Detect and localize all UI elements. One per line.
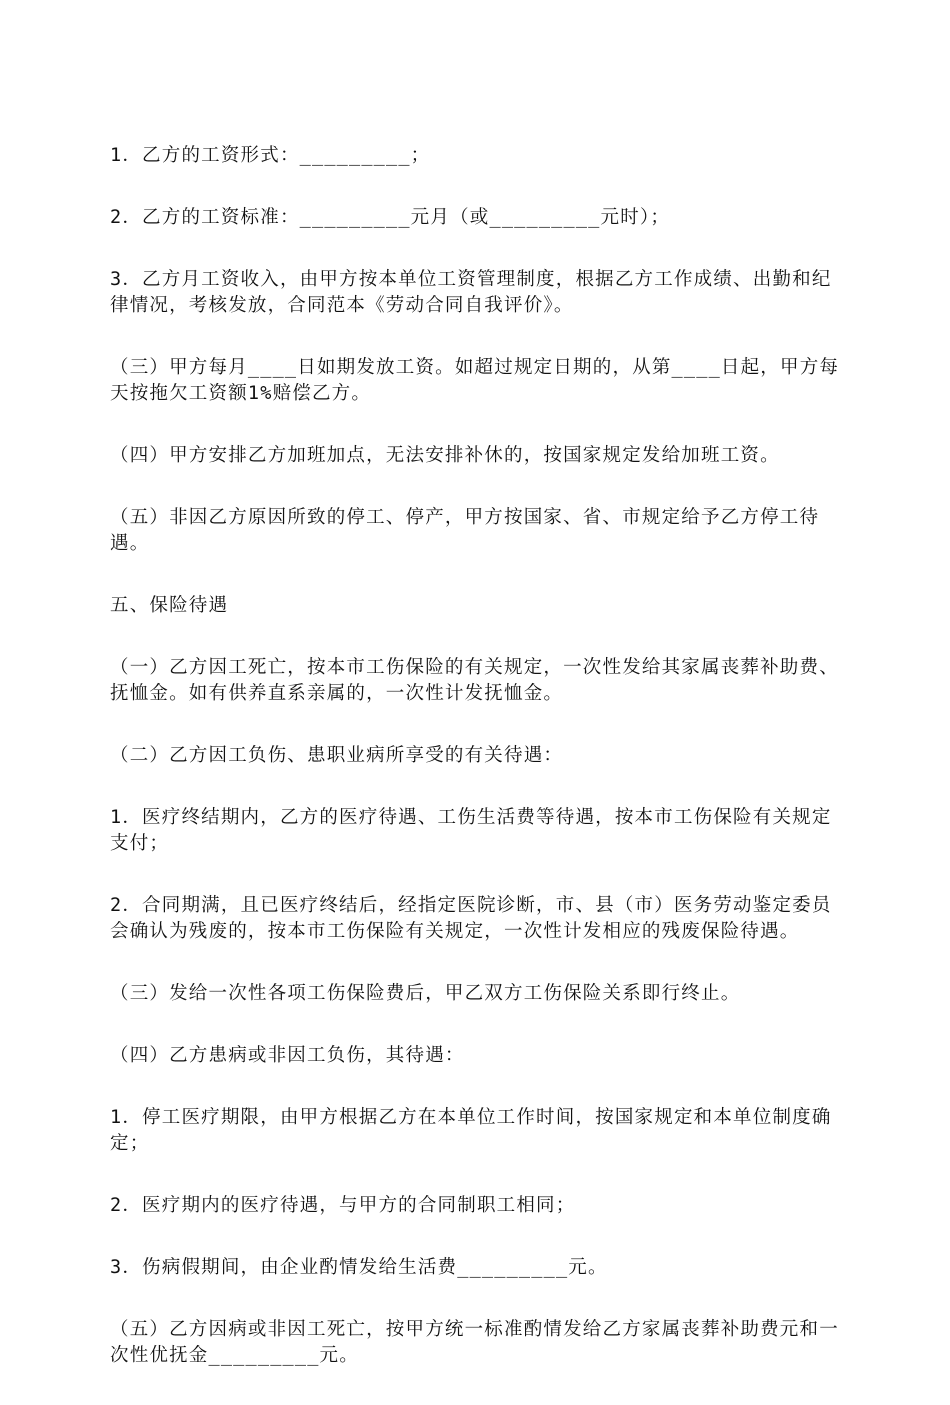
clause-wage-form: 1．乙方的工资形式：_________； (110, 145, 431, 166)
clause-work-injury: （二）乙方因工负伤、患职业病所享受的有关待遇： (110, 745, 564, 766)
clause-sick-leave-period: 1．停工医疗期限，由甲方根据乙方在本单位工作时间，按国家规定和本单位制度确定； (110, 1107, 832, 1154)
clause-medical-period: 1．医疗终结期内，乙方的医疗待遇、工伤生活费等待遇，按本市工伤保险有关规定支付； (110, 807, 832, 854)
clause-insurance-termination: （三）发给一次性各项工伤保险费后，甲乙双方工伤保险关系即行终止。 (110, 983, 741, 1004)
clause-medical-treatment: 2．医疗期内的医疗待遇，与甲方的合同制职工相同； (110, 1195, 576, 1216)
clause-non-work-death: （五）乙方因病或非因工死亡，按甲方统一标准酌情发给乙方家属丧葬补助费元和一次性优抚金_________元。 (110, 1319, 839, 1366)
clause-illness: （四）乙方患病或非因工负伤，其待遇： (110, 1045, 465, 1066)
clause-wage-standard: 2．乙方的工资标准：_________元月（或_________元时）； (110, 207, 671, 228)
clause-work-stoppage: （五）非因乙方原因所致的停工、停产，甲方按国家、省、市规定给予乙方停工待遇。 (110, 507, 820, 554)
clause-monthly-income: 3．乙方月工资收入，由甲方按本单位工资管理制度，根据乙方工作成绩、出勤和纪律情况，考核发放，合同范本《劳动合同自我评价》。 (110, 269, 832, 316)
clause-disability: 2．合同期满，且已医疗终结后，经指定医院诊断，市、县（市）医务劳动鉴定委员会确认为残废的，按本市工伤保险有关规定，一次性计发相应的残废保险待遇。 (110, 895, 832, 942)
clause-work-death: （一）乙方因工死亡，按本市工伤保险的有关规定，一次性发给其家属丧葬补助费、抚恤金。如有供养直系亲属的，一次性计发抚恤金。 (110, 657, 839, 704)
document-body (110, 143, 845, 1405)
section-heading-insurance: 五、保险待遇 (110, 595, 229, 616)
clause-payday: （三）甲方每月____日如期发放工资。如超过规定日期的，从第____日起，甲方每天按拖欠工资额1%赔偿乙方。 (110, 357, 840, 404)
clause-overtime: （四）甲方安排乙方加班加点，无法安排补休的，按国家规定发给加班工资。 (110, 445, 780, 466)
clause-living-allowance: 3．伤病假期间，由企业酌情发给生活费_________元。 (110, 1257, 608, 1278)
